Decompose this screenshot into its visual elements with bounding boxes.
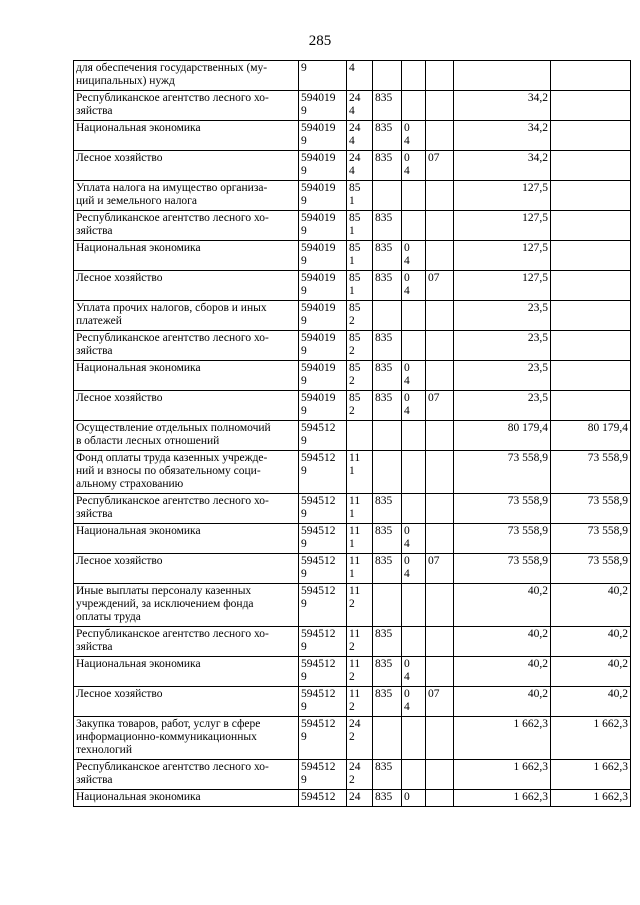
subsection-cell: 07 [426,554,454,584]
section-cell: 0 4 [402,151,426,181]
amount-second-cell [551,181,631,211]
ministry-code-cell: 835 [373,554,402,584]
amount-second-cell: 73 558,9 [551,451,631,494]
item-name-cell: Лесное хозяйство [74,271,299,301]
item-name-cell: Национальная экономика [74,524,299,554]
ministry-code-cell: 835 [373,657,402,687]
expense-type-cell: 85 2 [347,331,373,361]
section-cell [402,717,426,760]
ministry-code-cell: 835 [373,271,402,301]
expense-type-cell: 85 2 [347,301,373,331]
expense-type-cell: 85 1 [347,211,373,241]
expense-type-cell: 4 [347,61,373,91]
amount-second-cell [551,301,631,331]
amount-second-cell [551,241,631,271]
table-row [74,91,631,121]
table-row [74,584,631,627]
target-article-cell: 594512 [299,790,347,807]
subsection-cell [426,760,454,790]
ministry-code-cell: 835 [373,151,402,181]
expense-type-cell: 11 1 [347,451,373,494]
amount-second-cell: 40,2 [551,687,631,717]
item-name-cell: Республиканское агентство лесного хо- зяйства [74,760,299,790]
ministry-code-cell: 835 [373,790,402,807]
section-cell: 0 4 [402,524,426,554]
section-cell [402,331,426,361]
table-row [74,61,631,91]
target-article-cell: 594019 9 [299,391,347,421]
amount-second-cell [551,211,631,241]
subsection-cell [426,451,454,494]
amount-second-cell [551,61,631,91]
section-cell [402,211,426,241]
table-row [74,181,631,211]
target-article-cell: 594019 9 [299,121,347,151]
item-name-cell: Национальная экономика [74,241,299,271]
target-article-cell: 594019 9 [299,301,347,331]
target-article-cell: 594512 9 [299,421,347,451]
item-name-cell: Лесное хозяйство [74,151,299,181]
item-name-cell: Национальная экономика [74,790,299,807]
amount-cell: 40,2 [454,687,551,717]
section-cell: 0 4 [402,687,426,717]
ministry-code-cell: 835 [373,494,402,524]
amount-cell: 34,2 [454,121,551,151]
table-row [74,657,631,687]
amount-cell: 73 558,9 [454,524,551,554]
table-row [74,151,631,181]
amount-cell: 73 558,9 [454,554,551,584]
expense-type-cell: 24 2 [347,717,373,760]
target-article-cell: 594512 9 [299,554,347,584]
subsection-cell [426,91,454,121]
amount-second-cell: 73 558,9 [551,494,631,524]
table-body [74,61,631,807]
target-article-cell: 594512 9 [299,584,347,627]
expense-type-cell: 85 1 [347,181,373,211]
item-name-cell: Республиканское агентство лесного хо- зяйства [74,91,299,121]
amount-cell: 127,5 [454,241,551,271]
section-cell [402,91,426,121]
amount-cell: 23,5 [454,301,551,331]
amount-cell: 1 662,3 [454,717,551,760]
expense-type-cell: 85 1 [347,241,373,271]
section-cell: 0 4 [402,391,426,421]
item-name-cell: Лесное хозяйство [74,391,299,421]
amount-second-cell: 40,2 [551,584,631,627]
section-cell: 0 [402,790,426,807]
expense-type-cell: 24 4 [347,121,373,151]
amount-cell: 40,2 [454,584,551,627]
expense-type-cell: 24 2 [347,760,373,790]
item-name-cell: Закупка товаров, работ, услуг в сфере информационно-коммуникационных технологий [74,717,299,760]
amount-cell: 80 179,4 [454,421,551,451]
subsection-cell [426,181,454,211]
amount-cell: 34,2 [454,91,551,121]
ministry-code-cell: 835 [373,211,402,241]
expense-type-cell: 11 2 [347,687,373,717]
table-row [74,421,631,451]
expense-type-cell: 24 [347,790,373,807]
amount-cell: 23,5 [454,391,551,421]
table-row [74,241,631,271]
amount-cell: 23,5 [454,361,551,391]
table-row [74,494,631,524]
ministry-code-cell [373,584,402,627]
section-cell: 0 4 [402,361,426,391]
target-article-cell: 594019 9 [299,361,347,391]
subsection-cell [426,524,454,554]
subsection-cell [426,584,454,627]
amount-second-cell: 1 662,3 [551,717,631,760]
expense-type-cell: 11 2 [347,584,373,627]
subsection-cell [426,361,454,391]
table-row [74,524,631,554]
table-row [74,121,631,151]
subsection-cell: 07 [426,271,454,301]
target-article-cell: 594512 9 [299,451,347,494]
expense-type-cell: 11 2 [347,657,373,687]
expense-type-cell: 85 2 [347,391,373,421]
expense-type-cell: 11 1 [347,524,373,554]
item-name-cell: для обеспечения государственных (му- ниципальных) нужд [74,61,299,91]
item-name-cell: Республиканское агентство лесного хо- зяйства [74,331,299,361]
item-name-cell: Фонд оплаты труда казенных учрежде- ний и взносы по обязательному соци- альному страхованию [74,451,299,494]
target-article-cell: 594019 9 [299,91,347,121]
expense-type-cell: 85 2 [347,361,373,391]
ministry-code-cell [373,717,402,760]
ministry-code-cell [373,181,402,211]
table-row [74,361,631,391]
ministry-code-cell: 835 [373,241,402,271]
ministry-code-cell [373,301,402,331]
table-row [74,331,631,361]
amount-cell: 73 558,9 [454,451,551,494]
section-cell [402,181,426,211]
item-name-cell: Лесное хозяйство [74,554,299,584]
amount-cell: 1 662,3 [454,790,551,807]
amount-cell: 23,5 [454,331,551,361]
table-row [74,627,631,657]
table-row [74,301,631,331]
table-row [74,271,631,301]
table-row [74,717,631,760]
ministry-code-cell: 835 [373,331,402,361]
ministry-code-cell: 835 [373,391,402,421]
section-cell [402,421,426,451]
section-cell [402,627,426,657]
section-cell: 0 4 [402,241,426,271]
amount-second-cell [551,331,631,361]
ministry-code-cell [373,451,402,494]
expense-type-cell: 11 1 [347,554,373,584]
ministry-code-cell: 835 [373,121,402,151]
ministry-code-cell: 835 [373,524,402,554]
section-cell: 0 4 [402,554,426,584]
item-name-cell: Осуществление отдельных полномочий в области лесных отношений [74,421,299,451]
ministry-code-cell [373,421,402,451]
subsection-cell [426,241,454,271]
section-cell: 0 4 [402,121,426,151]
subsection-cell [426,301,454,331]
target-article-cell: 594019 9 [299,211,347,241]
amount-second-cell [551,121,631,151]
amount-second-cell [551,271,631,301]
page-number: 285 [308,33,332,49]
ministry-code-cell: 835 [373,361,402,391]
table-row [74,391,631,421]
item-name-cell: Уплата налога на имущество организа- ций и земельного налога [74,181,299,211]
ministry-code-cell [373,61,402,91]
subsection-cell [426,61,454,91]
amount-second-cell: 40,2 [551,657,631,687]
target-article-cell: 594019 9 [299,331,347,361]
item-name-cell: Республиканское агентство лесного хо- зяйства [74,494,299,524]
amount-cell: 127,5 [454,211,551,241]
budget-table [73,60,631,807]
section-cell [402,451,426,494]
target-article-cell: 594512 9 [299,687,347,717]
item-name-cell: Национальная экономика [74,121,299,151]
table-row [74,554,631,584]
section-cell [402,494,426,524]
item-name-cell: Республиканское агентство лесного хо- зяйства [74,627,299,657]
amount-cell: 40,2 [454,627,551,657]
subsection-cell: 07 [426,687,454,717]
expense-type-cell [347,421,373,451]
amount-cell: 34,2 [454,151,551,181]
subsection-cell [426,790,454,807]
target-article-cell: 594512 9 [299,760,347,790]
amount-cell: 1 662,3 [454,760,551,790]
item-name-cell: Национальная экономика [74,361,299,391]
ministry-code-cell: 835 [373,687,402,717]
amount-cell: 127,5 [454,271,551,301]
subsection-cell [426,211,454,241]
subsection-cell [426,657,454,687]
table-row [74,687,631,717]
section-cell: 0 4 [402,271,426,301]
amount-cell: 127,5 [454,181,551,211]
item-name-cell: Лесное хозяйство [74,687,299,717]
item-name-cell: Уплата прочих налогов, сборов и иных платежей [74,301,299,331]
target-article-cell: 594019 9 [299,151,347,181]
expense-type-cell: 24 4 [347,91,373,121]
subsection-cell [426,627,454,657]
table-row [74,211,631,241]
table-row [74,760,631,790]
target-article-cell: 594019 9 [299,241,347,271]
target-article-cell: 594019 9 [299,181,347,211]
amount-cell: 73 558,9 [454,494,551,524]
subsection-cell: 07 [426,391,454,421]
section-cell [402,61,426,91]
subsection-cell [426,121,454,151]
subsection-cell: 07 [426,151,454,181]
target-article-cell: 594512 9 [299,657,347,687]
amount-second-cell: 73 558,9 [551,524,631,554]
expense-type-cell: 85 1 [347,271,373,301]
target-article-cell: 594512 9 [299,717,347,760]
amount-second-cell [551,151,631,181]
expense-type-cell: 24 4 [347,151,373,181]
expense-type-cell: 11 1 [347,494,373,524]
item-name-cell: Республиканское агентство лесного хо- зяйства [74,211,299,241]
target-article-cell: 594512 9 [299,524,347,554]
target-article-cell: 594512 9 [299,494,347,524]
amount-second-cell: 40,2 [551,627,631,657]
table-row [74,790,631,807]
amount-cell: 40,2 [454,657,551,687]
ministry-code-cell: 835 [373,627,402,657]
item-name-cell: Национальная экономика [74,657,299,687]
ministry-code-cell: 835 [373,760,402,790]
item-name-cell: Иные выплаты персоналу казенных учреждений, за исключением фонда оплаты труда [74,584,299,627]
table-row [74,451,631,494]
amount-second-cell [551,91,631,121]
ministry-code-cell: 835 [373,91,402,121]
amount-second-cell: 73 558,9 [551,554,631,584]
target-article-cell: 9 [299,61,347,91]
amount-second-cell: 1 662,3 [551,760,631,790]
target-article-cell: 594512 9 [299,627,347,657]
amount-second-cell: 80 179,4 [551,421,631,451]
subsection-cell [426,331,454,361]
subsection-cell [426,717,454,760]
section-cell: 0 4 [402,657,426,687]
target-article-cell: 594019 9 [299,271,347,301]
expense-type-cell: 11 2 [347,627,373,657]
subsection-cell [426,494,454,524]
section-cell [402,760,426,790]
section-cell [402,301,426,331]
section-cell [402,584,426,627]
amount-cell [454,61,551,91]
amount-second-cell [551,391,631,421]
amount-second-cell [551,361,631,391]
subsection-cell [426,421,454,451]
amount-second-cell: 1 662,3 [551,790,631,807]
